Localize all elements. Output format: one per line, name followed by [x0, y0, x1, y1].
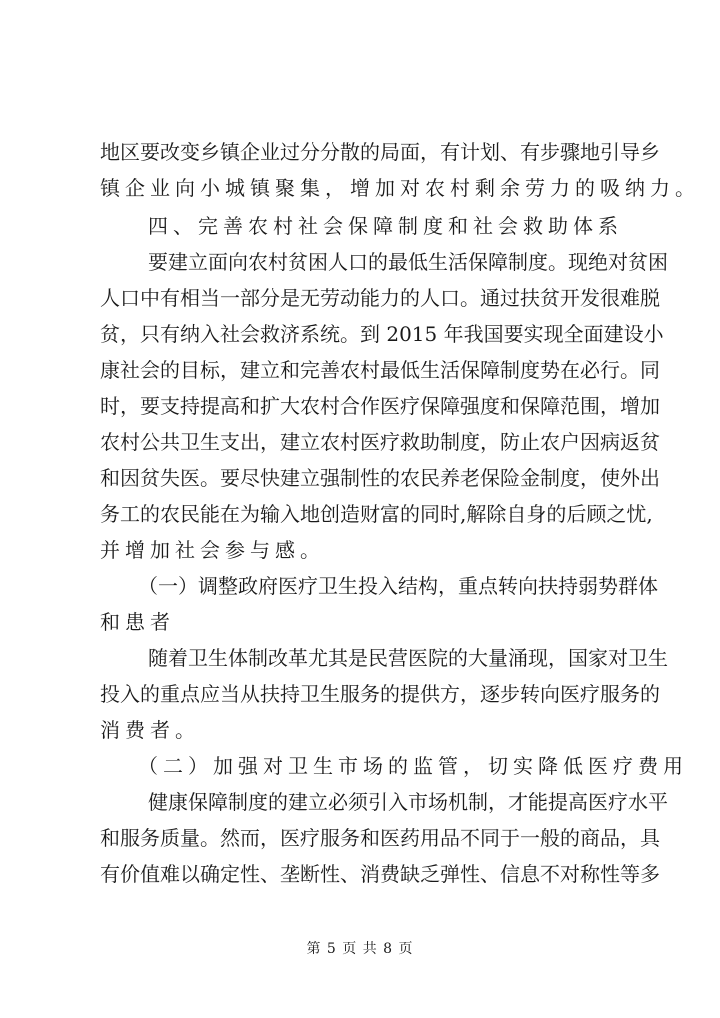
text-line: 和服务质量。然而，医疗服务和医药用品不同于一般的商品，具 — [100, 826, 660, 850]
text-line: 健康保障制度的建立必须引入市场机制，才能提高医疗水平 — [148, 790, 668, 814]
subsection-heading: （二）加强对卫生市场的监管，切实降低医疗费用 — [138, 754, 688, 778]
subsection-heading-cont: 和患者 — [100, 610, 175, 634]
text-line: 和因贫失医。要尽快建立强制性的农民养老保险金制度，使外出 — [100, 466, 660, 490]
text-line: 随着卫生体制改革尤其是民营医院的大量涌现，国家对卫生 — [148, 646, 668, 670]
text-line: 贫，只有纳入社会救济系统。到 2015 年我国要实现全面建设小 — [100, 322, 664, 346]
page-number: 第 5 页 共 8 页 — [306, 941, 414, 957]
text-line: 人口中有相当一部分是无劳动能力的人口。通过扶贫开发很难脱 — [100, 286, 660, 310]
section-heading: 四、完善农村社会保障制度和社会救助体系 — [148, 214, 623, 238]
subsection-heading: （一）调整政府医疗卫生投入结构，重点转向扶持弱势群体 — [138, 574, 658, 598]
text-line: 有价值难以确定性、垄断性、消费缺乏弹性、信息不对称性等多 — [100, 862, 660, 886]
text-line: 务工的农民能在为输入地创造财富的同时,解除自身的后顾之忧, — [100, 502, 653, 526]
text-line: 消费者。 — [100, 718, 200, 742]
text-line: 时，要支持提高和扩大农村合作医疗保障强度和保障范围，增加 — [100, 394, 660, 418]
text-line: 镇企业向小城镇聚集，增加对农村剩余劳力的吸纳力。 — [100, 176, 700, 200]
text-line: 康社会的目标，建立和完善农村最低生活保障制度势在必行。同 — [100, 358, 660, 382]
text-line: 投入的重点应当从扶持卫生服务的提供方，逐步转向医疗服务的 — [100, 682, 660, 706]
text-line: 地区要改变乡镇企业过分分散的局面，有计划、有步骤地引导乡 — [100, 140, 660, 164]
text-line: 要建立面向农村贫困人口的最低生活保障制度。现绝对贫困 — [148, 250, 668, 274]
text-line: 并增加社会参与感。 — [100, 538, 325, 562]
text-line: 农村公共卫生支出，建立农村医疗救助制度，防止农户因病返贫 — [100, 430, 660, 454]
